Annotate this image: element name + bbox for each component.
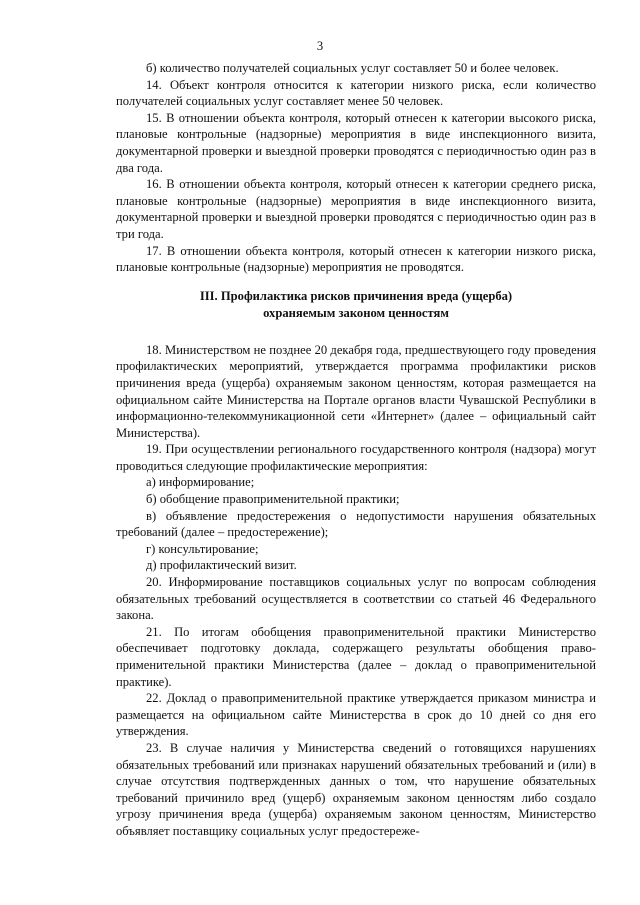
paragraph: г) консультирование; <box>146 541 259 556</box>
paragraph: а) информирование; <box>146 475 255 490</box>
paragraph: 23. В случае наличия у Министерства сведений о готовящихся нарушениях обязательных требований или признаках нарушений обязательных требований и (или) в случае отсутствия подтвержденных данных о том, что нарушение обязательных требований причинило вред (ущерб) охраняемым законом ценностям либо создало угрозу причинения вреда (ущерба) охраняемым законом ценностям, Министерство объявляет поставщику социальных услуг предостереже- <box>116 740 596 838</box>
section-heading <box>116 288 596 322</box>
paragraph: 22. Доклад о правоприменительной практике утверждается приказом министра и размещается на официальном сайте Министерства в срок до 10 дней со дня его утверждения. <box>116 691 596 739</box>
spacer <box>116 322 596 342</box>
paragraph: 20. Информирование поставщиков социальных услуг по вопросам соблюдения обязательных требований осуществляется в соответствии со статьей 46 Федерального закона. <box>116 575 596 623</box>
paragraph: 14. Объект контроля относится к категории низкого риска, если количество получателей социальных услуг составляет менее 50 человек. <box>116 77 596 109</box>
paragraph: 15. В отношении объекта контроля, который отнесен к категории высокого риска, плановые контрольные (надзорные) мероприятия в виде инспекционного визита, документарной проверки и выездной проверки проводятся с периодичностью один раз в два года. <box>116 110 596 175</box>
paragraphs-after-section <box>116 342 596 840</box>
paragraphs-before-section <box>116 60 596 276</box>
section-heading-line-1: III. Профилактика рисков причинения вреда (ущерба) <box>199 288 513 303</box>
paragraph: 16. В отношении объекта контроля, который отнесен к категории среднего риска, плановые контрольные (надзорные) мероприятия в виде инспекционного визита, документарной проверки и выездной проверки проводятся с периодичностью один раз в три года. <box>116 177 596 241</box>
paragraph: 17. В отношении объекта контроля, который отнесен к категории низкого риска, плановые контрольные (надзорные) мероприятия не проводятся. <box>116 243 596 275</box>
page-number: 3 <box>316 39 324 53</box>
document-body <box>116 60 596 840</box>
paragraph: 18. Министерством не позднее 20 декабря года, предшествующего году проведения профилактических мероприятий, утверждается программа профилактики рисков причинения вреда (ущерба) охраняемым законом ценностям, которая размещается на официальном сайте Министерства на Портале органов власти Чувашской Республики в информационно-телекоммуникационной сети «Интернет» (далее – официальный сайт Министерства). <box>116 342 596 440</box>
paragraph: д) профилактический визит. <box>146 558 297 573</box>
paragraph: б) количество получателей социальных услуг составляет 50 и более человек. <box>146 61 559 75</box>
paragraph: 21. По итогам обобщения правоприменительной практики Министерство обеспечивает подготовку доклада, содержащего результаты обобщения правоприменительной практики Министерства (далее – доклад о правоприменительной практике). <box>116 624 596 689</box>
section-heading-line-2: охраняемым законом ценностям <box>263 305 449 320</box>
paragraph: в) объявление предостережения о недопустимости нарушения обязательных требований (далее – предостережение); <box>116 508 596 540</box>
paragraph: 19. При осуществлении регионального государственного контроля (надзора) могут проводиться следующие профилактические мероприятия: <box>116 442 596 473</box>
paragraph: б) обобщение правоприменительной практики; <box>146 492 400 507</box>
